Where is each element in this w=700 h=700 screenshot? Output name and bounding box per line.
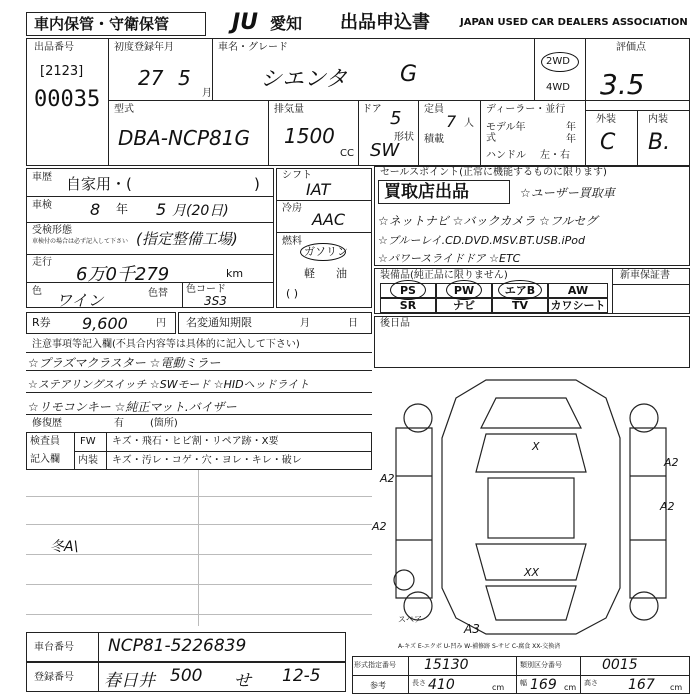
- inspector-row-2: キズ・汚レ・コゲ・穴・ヨレ・キレ・破レ: [112, 455, 302, 466]
- score-label: 評価点: [616, 42, 646, 53]
- capacity-label: 定員: [424, 104, 444, 115]
- equip-ps: PS: [380, 283, 436, 298]
- ac-value: AAC: [312, 210, 346, 229]
- equip-seat: カワシート: [548, 298, 608, 313]
- color-code-label: 色コード: [186, 284, 226, 295]
- lot-label: 出品番号: [34, 42, 74, 53]
- hei-value: 167: [628, 677, 655, 693]
- plate-kana: せ: [234, 671, 251, 691]
- equip-pw: PW: [436, 283, 492, 298]
- equip-aw: AW: [548, 283, 608, 298]
- disp-value: 1500: [284, 124, 335, 148]
- damage-mark-2: A2: [372, 520, 387, 533]
- sales-line-2: ☆ネットナビ ☆バックカメラ ☆フルセグ: [378, 214, 598, 228]
- equipment-label: 装備品(純正品に限りません): [380, 270, 508, 281]
- after-label: 後日品: [380, 318, 410, 329]
- wid-label: 幅: [520, 679, 527, 687]
- cat-num-label: 類別区分番号: [520, 661, 562, 669]
- right-side-panel: [630, 428, 666, 598]
- damage-mark-4: A2: [660, 500, 675, 513]
- int-label: 内装: [648, 114, 668, 125]
- fuel-light: 軽: [304, 267, 315, 280]
- capacity-value: 7: [446, 112, 457, 131]
- damage-mark-1: A2: [380, 472, 395, 485]
- org-name: 愛知: [270, 14, 303, 33]
- maint-sub: 車検付の場合は必ず記入して下さい: [32, 238, 129, 245]
- roof: [488, 478, 574, 538]
- wheel-rr: [630, 592, 658, 620]
- disp-label: 排気量: [274, 104, 304, 115]
- inspector-label-1: 検査員: [30, 436, 60, 447]
- inspector-interior: 内装: [78, 455, 98, 466]
- notes-line-1: ☆プラズマクラスター ☆電動ミラー: [28, 356, 221, 370]
- fuel-label: 燃料: [282, 236, 302, 247]
- sales-line-4: ☆パワースライドドア ☆ETC: [378, 252, 521, 265]
- fuel-gas: ガソリン: [304, 245, 348, 258]
- recycle-value: 9,600: [82, 314, 128, 333]
- history-label: 車歴: [32, 172, 52, 183]
- drive-2wd: 2WD: [546, 56, 570, 67]
- damage-mark-6: XX: [524, 566, 540, 579]
- model-year-nen1: 年: [566, 122, 576, 133]
- type-label: 型式: [114, 104, 134, 115]
- bottom-note: 冬A\: [50, 539, 79, 555]
- fuel-oil: 油: [336, 267, 347, 280]
- handle-opts: 左・右: [540, 150, 570, 161]
- damage-mark-7: A3: [464, 622, 480, 636]
- equip-circle-pw: [446, 280, 482, 300]
- color-tone-label: 色替: [148, 288, 168, 299]
- car-diagram: [376, 368, 690, 644]
- car-body-outline: [442, 380, 620, 634]
- recycle-label: R券: [32, 316, 51, 329]
- plate-num: 12-5: [282, 666, 321, 686]
- inspection-year: 8: [90, 200, 101, 219]
- wid-value: 169: [530, 677, 557, 693]
- equip-circle-ps: [390, 280, 426, 300]
- equip-circle-airbag: [498, 280, 542, 300]
- type-value: DBA-NCP81G: [118, 126, 250, 150]
- custody-label: 車内保管・守衛保管: [34, 15, 170, 33]
- name-change-day: 日: [348, 318, 358, 329]
- type-num-label: 形式指定番号: [354, 661, 396, 669]
- spare-wheel: [394, 570, 414, 590]
- form-title: 出品申込書: [340, 12, 430, 33]
- history-value: 自家用・(: [66, 175, 132, 193]
- score-value: 3.5: [600, 68, 645, 101]
- capacity-unit: 人: [464, 118, 474, 129]
- mileage-label: 走行: [32, 257, 52, 268]
- repair-value: 有: [114, 418, 124, 429]
- damage-mark-5: X: [532, 440, 540, 453]
- sales-stamp: 買取店出品: [384, 182, 469, 202]
- shape-label: 形状: [394, 132, 414, 143]
- len-cm: cm: [492, 683, 505, 692]
- len-value: 410: [428, 677, 455, 693]
- sales-label: セールスポイント(正常に機能するものに限ります): [380, 167, 607, 178]
- name-change-month: 月: [300, 318, 310, 329]
- inspector-row-1: キズ・飛石・ヒビ割・リペア跡・X要: [112, 436, 279, 447]
- drive-4wd: 4WD: [546, 82, 570, 93]
- equip-airbag: エアB: [492, 283, 548, 298]
- shape-value: SW: [370, 140, 400, 161]
- int-grade: B.: [648, 130, 671, 155]
- inspection-day: 月(20日): [172, 203, 229, 219]
- plate-class: 500: [170, 666, 203, 686]
- color-label: 色: [32, 286, 42, 297]
- name-change-label: 名変通知期限: [186, 316, 252, 329]
- left-side-panel: [396, 428, 432, 598]
- notes-line-2: ☆ステアリングスイッチ ☆SWモード ☆HIDヘッドライト: [28, 378, 310, 391]
- spare-label: スペア: [398, 615, 422, 624]
- doors-label: ドア: [362, 104, 382, 115]
- inspection-label: 車検: [32, 200, 52, 211]
- lot-bracket: [2123]: [40, 64, 84, 79]
- first-reg-label: 初度登録年月: [114, 42, 174, 53]
- color-code: 3S3: [204, 294, 227, 308]
- windshield: [476, 434, 586, 472]
- first-reg-month: 5: [178, 66, 191, 90]
- ac-label: 冷房: [282, 203, 302, 214]
- ext-label: 外装: [596, 114, 616, 125]
- model-year-nen2: 年: [566, 134, 576, 145]
- car-hood: [481, 398, 581, 428]
- dims-ref: 参考: [370, 681, 386, 690]
- maint-value: (指定整備工場): [136, 230, 238, 248]
- notes-label: 注意事項等記入欄(不具合内容等は具体的に記入して下さい): [32, 339, 300, 350]
- model-year-label: モデル年式: [486, 122, 526, 144]
- name-label: 車名・グレード: [218, 42, 288, 53]
- damage-mark-3: A2: [664, 456, 679, 469]
- sales-line-3: ☆ブルーレイ.CD.DVD.MSV.BT.USB.iPod: [378, 234, 585, 247]
- fuel-paren: ( ): [286, 287, 299, 300]
- mileage-unit: km: [226, 267, 244, 280]
- inspector-fw: FW: [80, 436, 96, 447]
- chassis-label: 車台番号: [34, 642, 74, 653]
- ju-logo: JU: [232, 10, 259, 35]
- equip-navi: ナビ: [436, 298, 492, 313]
- maint-label: 受検形態: [32, 225, 72, 236]
- color-value: ワイン: [56, 291, 104, 310]
- repair-label: 修復歴: [32, 418, 62, 429]
- grade: G: [400, 62, 418, 87]
- sales-line-1: ☆ユーザー買取車: [520, 186, 615, 200]
- model-name: シエンタ: [260, 67, 348, 92]
- shift-value: IAT: [306, 180, 331, 199]
- legend: A-キズ E-エクボ U-凹み W-補修跡 S-サビ C-腐食 XX-交換済: [398, 643, 561, 650]
- shift-label: シフト: [282, 170, 312, 181]
- equip-tv: TV: [492, 298, 548, 313]
- len-label: 長さ: [412, 679, 426, 687]
- history-close: ): [254, 175, 260, 193]
- wid-cm: cm: [564, 683, 577, 692]
- trunk: [486, 586, 576, 620]
- repair-paren: (箇所): [150, 418, 178, 429]
- plate-region: 春日井: [104, 671, 155, 691]
- disp-unit: CC: [340, 148, 354, 159]
- load-label: 積載: [424, 134, 444, 145]
- type-num-value: 15130: [424, 657, 469, 673]
- after-box: [374, 316, 690, 368]
- chassis-value: NCP81-5226839: [108, 636, 247, 656]
- recycle-unit: 円: [156, 318, 166, 329]
- mileage-value: 6万0千279: [76, 264, 170, 285]
- lot-number: 00035: [34, 87, 101, 112]
- inspector-label-2: 記入欄: [30, 454, 60, 465]
- first-reg-year: 27: [138, 66, 164, 90]
- handle-label: ハンドル: [486, 150, 526, 161]
- doors-value: 5: [390, 108, 402, 129]
- dealer-label: ディーラー・並行: [486, 104, 566, 115]
- plate-label: 登録番号: [34, 672, 74, 683]
- cat-num-value: 0015: [602, 657, 638, 673]
- inspection-month: 5: [156, 200, 167, 219]
- assoc-name: JAPAN USED CAR DEALERS ASSOCIATION: [460, 17, 688, 28]
- notes-line-3: ☆リモコンキー ☆純正マット.バイザー: [28, 400, 237, 414]
- inspection-nen: 年: [116, 202, 129, 216]
- warranty-label: 新車保証書: [620, 270, 670, 281]
- ext-grade: C: [600, 130, 616, 155]
- hei-label: 高さ: [584, 679, 598, 687]
- equip-sr: SR: [380, 298, 436, 313]
- hei-cm: cm: [670, 683, 683, 692]
- first-reg-unit: 月: [202, 88, 212, 99]
